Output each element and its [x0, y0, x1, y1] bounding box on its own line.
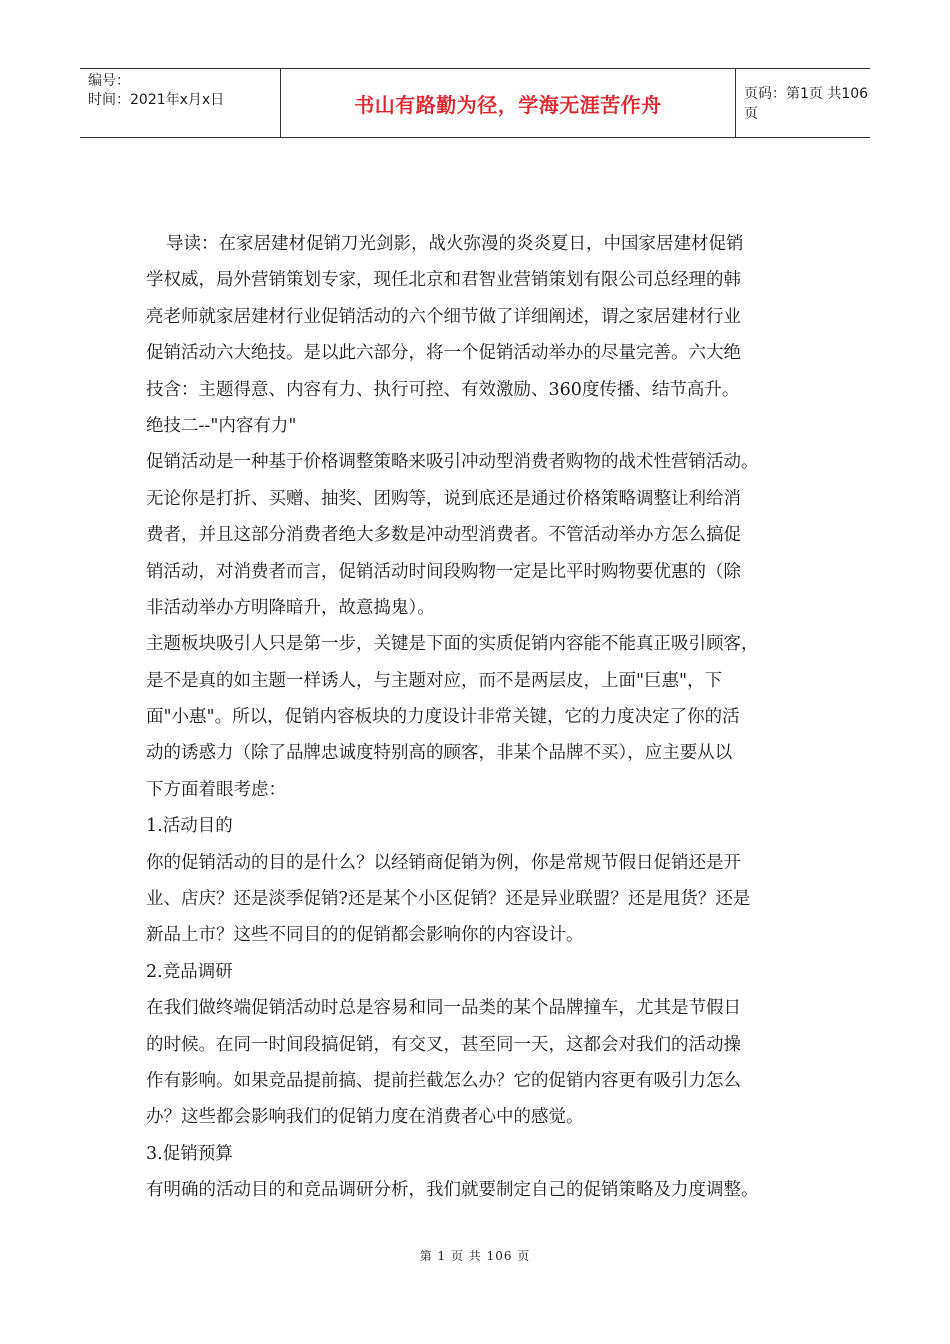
section-heading: 3.促销预算 [146, 1143, 233, 1164]
paragraph-line: 你的促销活动的目的是什么？以经销商促销为例，你是常规节假日促销还是开 [146, 852, 741, 873]
paragraph-line: 费者，并且这部分消费者绝大多数是冲动型消费者。不管活动举办方怎么搞促 [146, 525, 741, 546]
document-date: 时间：2021年x月x日 [88, 92, 225, 108]
paragraph-line: 的时候。在同一时间段搞促销，有交叉，甚至同一天，这都会对我们的活动操 [146, 1034, 741, 1055]
header-motto-cell [280, 69, 736, 137]
section-heading: 1.活动目的 [146, 816, 233, 837]
paragraph-line: 导读：在家居建材促销刀光剑影，战火弥漫的炎炎夏日，中国家居建材促销 [166, 234, 744, 254]
paragraph-line: 作有影响。如果竞品提前搞、提前拦截怎么办？它的促销内容更有吸引力怎么 [146, 1070, 741, 1091]
document-body [146, 226, 826, 1209]
paragraph-line: 新品上市？这些不同目的的促销都会影响你的内容设计。 [146, 925, 584, 946]
header-meta [80, 69, 280, 140]
paragraph-line: 在我们做终端促销活动时总是容易和同一品类的某个品牌撞车，尤其是节假日 [146, 998, 741, 1019]
page-footer: 第 1 页 共 106 页 [419, 1249, 531, 1263]
paragraph-line: 面"小惠"。所以，促销内容板块的力度设计非常关键，它的力度决定了你的活 [146, 707, 740, 728]
paragraph-line: 非活动举办方明降暗升，故意捣鬼）。 [146, 597, 435, 618]
paragraph-line: 是不是真的如主题一样诱人，与主题对应，而不是两层皮，上面"巨惠"，下 [146, 670, 723, 691]
paragraph-line: 促销活动是一种基于价格调整策略来吸引冲动型消费者购物的战术性营销活动。 [146, 452, 759, 473]
paragraph-line: 下方面着眼考虑： [146, 779, 286, 800]
paragraph-line: 学权威，局外营销策划专家，现任北京和君智业营销策划有限公司总经理的韩 [146, 270, 741, 291]
paragraph-line: 业、店庆？还是淡季促销?还是某个小区促销？还是异业联盟？还是甩货？还是 [146, 889, 751, 910]
paragraph-line: 无论你是打折、买赠、抽奖、团购等，说到底还是通过价格策略调整让利给消 [146, 488, 741, 509]
paragraph-line: 办？这些都会影响我们的促销力度在消费者心中的感觉。 [146, 1107, 584, 1128]
paragraph-line: 技含：主题得意、内容有力、执行可控、有效激励、360度传播、结节高升。 [146, 379, 740, 400]
paragraph-line: 有明确的活动目的和竞品调研分析，我们就要制定自己的促销策略及力度调整。 [146, 1180, 759, 1201]
section-heading: 绝技二--"内容有力" [146, 415, 297, 436]
page-header [80, 68, 870, 138]
paragraph-line: 动的诱惑力（除了品牌忠诚度特别高的顾客，非某个品牌不买），应主要从以 [146, 743, 733, 764]
header-motto: 书山有路勤为径，学海无涯苦作舟 [354, 92, 662, 117]
paragraph-line: 亮老师就家居建材行业促销活动的六个细节做了详细阐述，谓之家居建材行业 [146, 306, 741, 327]
paragraph-line: 销活动，对消费者而言，促销活动时间段购物一定是比平时购物要优惠的（除 [146, 561, 741, 582]
header-page-info: 页码：第1页 共106页 [744, 86, 869, 122]
paragraph-line: 主题板块吸引人只是第一步，关键是下面的实质促销内容能不能真正吸引顾客， [146, 634, 759, 655]
document-number-label: 编号： [88, 73, 130, 89]
paragraph-line: 促销活动六大绝技。是以此六部分，将一个促销活动举办的尽量完善。六大绝 [146, 343, 741, 364]
section-heading: 2.竞品调研 [146, 961, 233, 982]
